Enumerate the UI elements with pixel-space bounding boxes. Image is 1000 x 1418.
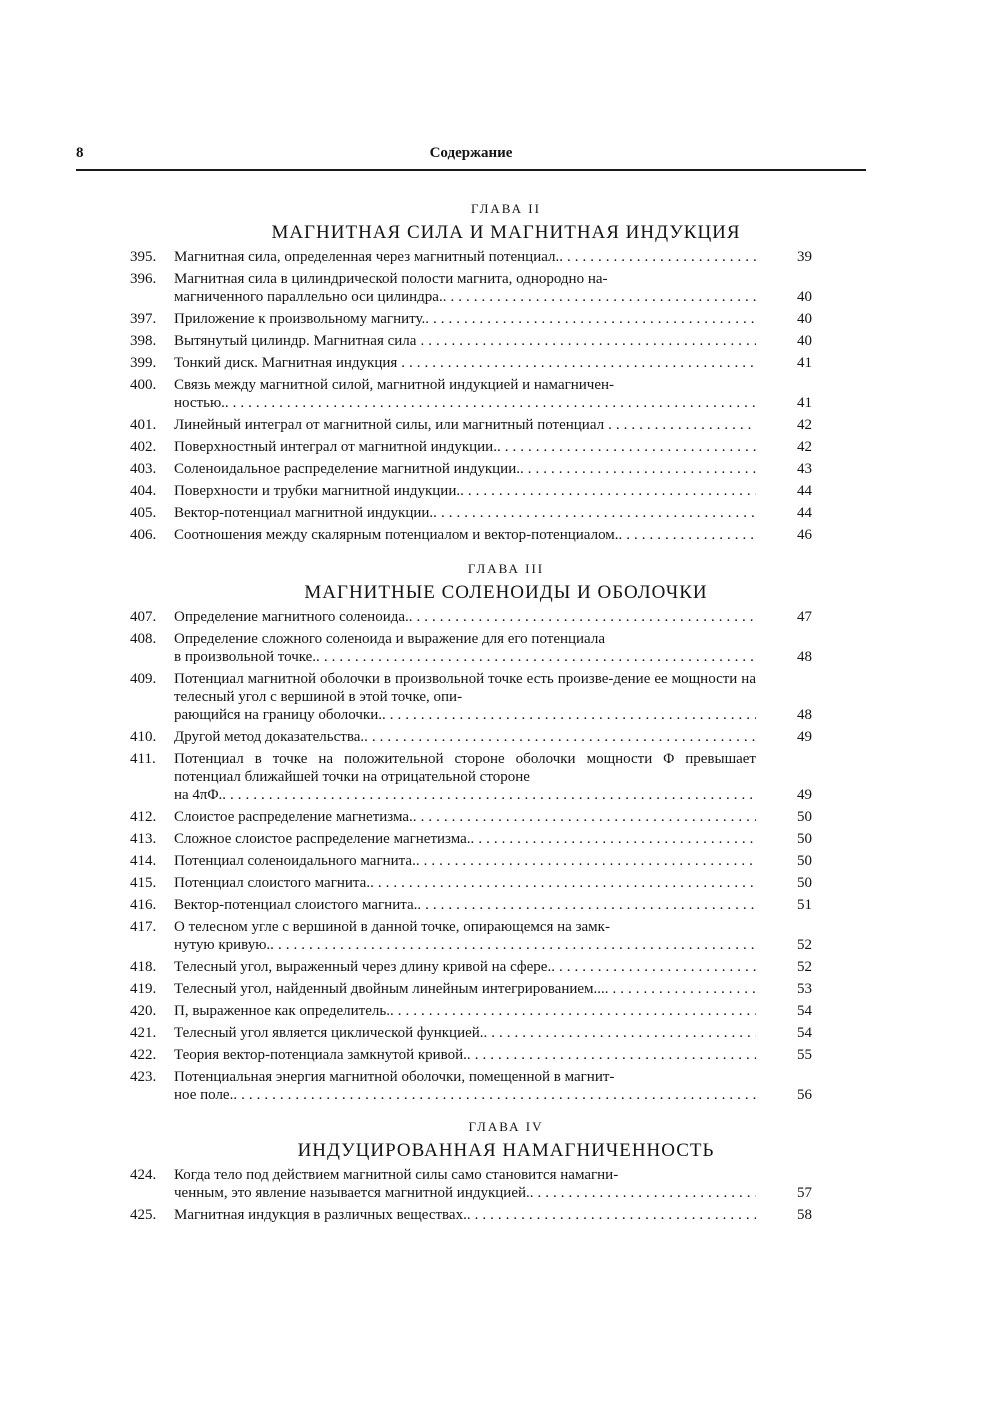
toc-entry[interactable] [130, 332, 812, 350]
toc-entry[interactable] [130, 460, 812, 478]
page-ref: 52 [797, 959, 812, 975]
dot-leader [474, 830, 756, 848]
dot-leader [420, 852, 756, 870]
section-number: 417. [130, 919, 157, 935]
entry-title: магниченного параллельно оси цилиндра.. [174, 289, 447, 305]
entry-title: Вектор-потенциал магнитной индукции.. [174, 505, 437, 521]
toc-entry[interactable] [130, 416, 812, 434]
page-ref: 44 [797, 483, 812, 499]
entry-title: Сложное слоистое распределение магнетизма.. [174, 831, 475, 847]
toc-entry[interactable] [130, 852, 812, 870]
toc-entry[interactable] [130, 248, 812, 266]
running-title: Содержание [429, 145, 513, 161]
entry-title: Телесный угол, выраженный через длину кривой на сфере.. [174, 959, 555, 975]
section-number: 407. [130, 609, 157, 625]
entry-text [174, 958, 756, 976]
entry-text [174, 460, 756, 478]
dot-leader [563, 248, 756, 266]
entry-text-lines: Потенциал в точке на положительной стороне оболочки мощности Φ превышает потенциал ближайшей точки на отрицательной стороне [174, 751, 756, 785]
page-ref: 50 [797, 853, 812, 869]
section-number: 414. [130, 853, 157, 869]
toc-entry[interactable] [130, 958, 812, 976]
entry-title: Потенциал слоистого магнита.. [174, 875, 374, 891]
entry-text-lines: Связь между магнитной силой, магнитной индукцией и намагничен- [174, 377, 615, 393]
toc-entry[interactable] [130, 918, 812, 954]
page-ref: 54 [797, 1003, 812, 1019]
toc-entry[interactable] [130, 354, 812, 372]
entry-last-line [174, 648, 756, 666]
entry-last-line [174, 460, 756, 478]
page-ref: 40 [797, 289, 812, 305]
page-ref: 56 [797, 1087, 812, 1103]
section-number: 402. [130, 439, 157, 455]
entry-last-line [174, 980, 756, 998]
entry-text [174, 728, 756, 746]
toc-entry[interactable] [130, 1024, 812, 1042]
entry-text [174, 1166, 756, 1202]
toc-entry[interactable] [130, 630, 812, 666]
entry-last-line [174, 852, 756, 870]
entry-text [174, 896, 756, 914]
page-header [76, 143, 866, 171]
entry-title: ностью.. [174, 395, 229, 411]
toc-entry[interactable] [130, 670, 812, 724]
entry-text-lines: Когда тело под действием магнитной силы само становится намагни- [174, 1167, 619, 1183]
page-ref: 44 [797, 505, 812, 521]
toc-entry[interactable] [130, 1206, 812, 1224]
entry-last-line [174, 608, 756, 626]
entry-title: ченным, это явление называется магнитной индукцией.. [174, 1185, 534, 1201]
page-ref: 58 [797, 1207, 812, 1223]
entry-last-line [174, 1046, 756, 1064]
entry-last-line [174, 896, 756, 914]
section-number: 395. [130, 249, 157, 265]
entry-text [174, 852, 756, 870]
section-number: 405. [130, 505, 157, 521]
chapter-title: МАГНИТНАЯ СИЛА И МАГНИТНАЯ ИНДУКЦИЯ [271, 222, 741, 243]
entry-text [174, 1046, 756, 1064]
section-number: 412. [130, 809, 157, 825]
entry-title: Поверхностный интеграл от магнитной индукции.. [174, 439, 501, 455]
section-number: 420. [130, 1003, 157, 1019]
toc-entry[interactable] [130, 1068, 812, 1104]
entry-title: в произвольной точке.. [174, 649, 320, 665]
entry-last-line [174, 1002, 756, 1020]
page-ref: 52 [797, 937, 812, 953]
page-ref: 57 [797, 1185, 812, 1201]
page-ref: 50 [797, 831, 812, 847]
entry-last-line [174, 786, 756, 804]
dot-leader [524, 460, 756, 478]
entry-text-lines: Потенциал магнитной оболочки в произвольной точке есть произве-дение ее мощности на телесный угол с вершиной в этой точке, опи- [174, 671, 756, 705]
dot-leader [237, 1086, 756, 1104]
entry-title: Телесный угол является циклической функцией.. [174, 1025, 488, 1041]
entry-text-lines: Потенциальная энергия магнитной оболочки, помещенной в магнит- [174, 1069, 615, 1085]
section-number: 418. [130, 959, 157, 975]
entry-title: Вектор-потенциал слоистого магнита.. [174, 897, 422, 913]
entry-text [174, 438, 756, 456]
dot-leader [471, 1206, 756, 1224]
page-ref: 48 [797, 707, 812, 723]
toc-entry[interactable] [130, 896, 812, 914]
page-ref: 41 [797, 355, 812, 371]
chapter-title: МАГНИТНЫЕ СОЛЕНОИДЫ И ОБОЛОЧКИ [304, 582, 708, 603]
entry-last-line [174, 808, 756, 826]
entry-last-line [174, 958, 756, 976]
page-ref: 54 [797, 1025, 812, 1041]
entry-title: ное поле.. [174, 1087, 238, 1103]
header-rule [76, 169, 866, 171]
toc-entry[interactable] [130, 980, 812, 998]
section-number: 422. [130, 1047, 157, 1063]
section-number: 397. [130, 311, 157, 327]
dot-leader [609, 980, 756, 998]
entry-title: Тонкий диск. Магнитная индукция [174, 355, 398, 371]
section-number: 404. [130, 483, 157, 499]
toc-entry[interactable] [130, 1046, 812, 1064]
toc-entry[interactable] [130, 526, 812, 544]
entry-last-line [174, 248, 756, 266]
entry-text [174, 750, 756, 804]
entry-title: Определение магнитного соленоида.. [174, 609, 413, 625]
entry-last-line [174, 1086, 756, 1104]
dot-leader [397, 354, 756, 372]
chapter-label: ГЛАВА II [471, 201, 541, 216]
section-number: 406. [130, 527, 157, 543]
entry-last-line [174, 1184, 756, 1202]
dot-leader [429, 310, 756, 328]
entry-text [174, 1206, 756, 1224]
section-number: 421. [130, 1025, 157, 1041]
section-number: 411. [130, 751, 156, 767]
page-ref: 47 [797, 609, 812, 625]
chapter-4 [130, 1116, 812, 1228]
page-ref: 40 [797, 311, 812, 327]
dot-leader [417, 808, 756, 826]
page-ref: 50 [797, 809, 812, 825]
page-ref: 49 [797, 729, 812, 745]
dot-leader [394, 1002, 756, 1020]
dot-leader [446, 288, 756, 306]
entry-last-line [174, 482, 756, 500]
page-ref: 43 [797, 461, 812, 477]
entry-title: Приложение к произвольному магниту.. [174, 311, 429, 327]
entry-text [174, 310, 756, 328]
entry-text [174, 1002, 756, 1020]
page-number: 8 [76, 145, 84, 161]
section-number: 398. [130, 333, 157, 349]
dot-leader [471, 1046, 756, 1064]
toc-entry[interactable] [130, 438, 812, 456]
entry-text [174, 670, 756, 724]
toc-entry[interactable] [130, 482, 812, 500]
toc-entry[interactable] [130, 1166, 812, 1202]
entry-last-line [174, 354, 756, 372]
entry-last-line [174, 526, 756, 544]
entry-title: Магнитная сила, определенная через магнитный потенциал.. [174, 249, 564, 265]
dot-leader [501, 438, 756, 456]
entry-title: Соленоидальное распределение магнитной индукции.. [174, 461, 524, 477]
entry-title: Слоистое распределение магнетизма.. [174, 809, 417, 825]
section-number: 419. [130, 981, 157, 997]
entry-last-line [174, 310, 756, 328]
entry-text [174, 874, 756, 892]
entry-title: нутую кривую.. [174, 937, 274, 953]
section-number: 409. [130, 671, 157, 687]
entry-last-line [174, 874, 756, 892]
chapter-label: ГЛАВА IV [468, 1119, 544, 1134]
entry-last-line [174, 1206, 756, 1224]
toc-entry[interactable] [130, 270, 812, 306]
entry-text [174, 918, 756, 954]
dot-leader [386, 706, 756, 724]
entry-text [174, 526, 756, 544]
page-ref: 39 [797, 249, 812, 265]
entry-text [174, 980, 756, 998]
page-ref: 53 [797, 981, 812, 997]
entry-title: Вытянутый цилиндр. Магнитная сила [174, 333, 417, 349]
toc-entry[interactable] [130, 608, 812, 626]
chapter-3 [130, 558, 812, 1108]
entry-last-line [174, 438, 756, 456]
page-ref: 46 [797, 527, 812, 543]
page-ref: 51 [797, 897, 812, 913]
entry-title: Соотношения между скалярным потенциалом и вектор-потенциалом.. [174, 527, 623, 543]
dot-leader [226, 786, 756, 804]
dot-leader [421, 896, 756, 914]
entry-text [174, 416, 756, 434]
page-ref: 42 [797, 417, 812, 433]
dot-leader [416, 332, 756, 350]
section-number: 415. [130, 875, 157, 891]
toc-entry[interactable] [130, 874, 812, 892]
toc-entry[interactable] [130, 750, 812, 804]
toc-entry[interactable] [130, 310, 812, 328]
toc-entry[interactable] [130, 830, 812, 848]
chapter-2 [130, 198, 812, 548]
entry-text [174, 482, 756, 500]
page-ref: 55 [797, 1047, 812, 1063]
section-number: 408. [130, 631, 157, 647]
toc-entry[interactable] [130, 728, 812, 746]
section-number: 413. [130, 831, 157, 847]
entry-text [174, 830, 756, 848]
entry-title: Магнитная индукция в различных веществах.. [174, 1207, 471, 1223]
entry-title: Телесный угол, найденный двойным линейным интегрированием.... [174, 981, 609, 997]
toc-entry[interactable] [130, 1002, 812, 1020]
section-number: 425. [130, 1207, 157, 1223]
entry-text [174, 808, 756, 826]
section-number: 403. [130, 461, 157, 477]
section-number: 423. [130, 1069, 157, 1085]
entry-text-lines: Магнитная сила в цилиндрической полости магнита, однородно на- [174, 271, 608, 287]
entry-title: на 4πΦ.. [174, 787, 226, 803]
section-number: 410. [130, 729, 157, 745]
entry-title: Поверхности и трубки магнитной индукции.. [174, 483, 464, 499]
dot-leader [604, 416, 756, 434]
section-number: 399. [130, 355, 157, 371]
entry-last-line [174, 936, 756, 954]
entry-text [174, 1068, 756, 1104]
dot-leader [320, 648, 756, 666]
dot-leader [229, 394, 756, 412]
entry-last-line [174, 394, 756, 412]
entry-text [174, 504, 756, 522]
entry-title: Другой метод доказательства.. [174, 729, 368, 745]
entry-text [174, 376, 756, 412]
page-ref: 50 [797, 875, 812, 891]
entry-title: П, выраженное как определитель.. [174, 1003, 394, 1019]
dot-leader [622, 526, 756, 544]
dot-leader [464, 482, 756, 500]
entry-text [174, 354, 756, 372]
entry-text [174, 248, 756, 266]
chapter-title: ИНДУЦИРОВАННАЯ НАМАГНИЧЕННОСТЬ [297, 1140, 715, 1161]
section-number: 424. [130, 1167, 157, 1183]
toc-entry[interactable] [130, 376, 812, 412]
entry-text-lines: О телесном угле с вершиной в данной точке, опирающемся на замк- [174, 919, 610, 935]
entry-last-line [174, 1024, 756, 1042]
entry-last-line [174, 416, 756, 434]
entry-text-lines: Определение сложного соленоида и выражение для его потенциала [174, 631, 605, 647]
dot-leader [534, 1184, 756, 1202]
entry-title: рающийся на границу оболочки.. [174, 707, 386, 723]
page-ref: 40 [797, 333, 812, 349]
page-ref: 41 [797, 395, 812, 411]
section-number: 396. [130, 271, 157, 287]
chapter-label: ГЛАВА III [467, 561, 545, 576]
entry-text [174, 1024, 756, 1042]
entry-title: Теория вектор-потенциала замкнутой кривой.. [174, 1047, 471, 1063]
entry-title: Линейный интеграл от магнитной силы, или магнитный потенциал [174, 417, 605, 433]
entry-last-line [174, 504, 756, 522]
dot-leader [555, 958, 756, 976]
dot-leader [413, 608, 756, 626]
entry-text [174, 630, 756, 666]
toc-entry[interactable] [130, 808, 812, 826]
dot-leader [374, 874, 756, 892]
entry-text [174, 270, 756, 306]
page-ref: 48 [797, 649, 812, 665]
section-number: 416. [130, 897, 157, 913]
page-ref: 42 [797, 439, 812, 455]
entry-title: Потенциал соленоидального магнита.. [174, 853, 420, 869]
entry-last-line [174, 728, 756, 746]
entry-text [174, 332, 756, 350]
page-ref: 49 [797, 787, 812, 803]
entry-last-line [174, 830, 756, 848]
dot-leader [487, 1024, 756, 1042]
entry-last-line [174, 332, 756, 350]
entry-last-line [174, 288, 756, 306]
entry-text [174, 608, 756, 626]
dot-leader [368, 728, 756, 746]
dot-leader [437, 504, 756, 522]
entry-last-line [174, 706, 756, 724]
dot-leader [274, 936, 756, 954]
section-number: 401. [130, 417, 157, 433]
toc-entry[interactable] [130, 504, 812, 522]
section-number: 400. [130, 377, 157, 393]
